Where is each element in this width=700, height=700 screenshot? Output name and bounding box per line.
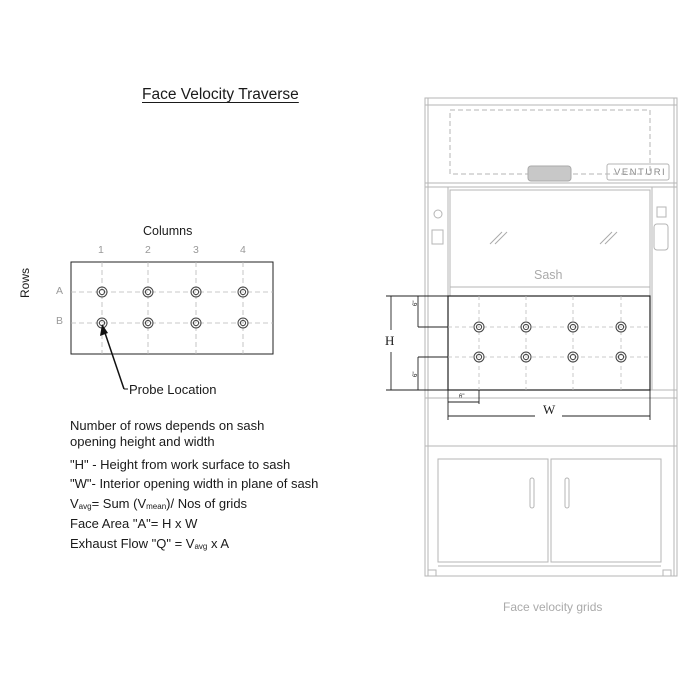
column-label-2: 2 [145,244,151,256]
h-dimension-label: H [385,333,395,348]
opening-frame [448,296,650,390]
dim-6-bottom: 6" [413,371,419,377]
h-dimension [386,296,448,390]
w-dimension-label: W [543,402,556,417]
glass-reflection-marks [490,232,617,244]
row-label-a: A [56,285,64,297]
grid-box [71,262,273,354]
h-definition: "H" - Height from work surface to sash [70,457,291,472]
vavg-prefix: V [70,496,79,511]
brand-label: VENTURI [614,167,667,178]
vavg-mid: = Sum (V [91,496,147,511]
probe-arrow-line [104,330,124,389]
vavg-suffix: )/ Nos of grids [166,496,248,511]
exhaust-suffix: x A [207,536,230,551]
opening-grid-lines [448,296,650,390]
right-switch-icon [657,207,666,217]
cabinet-door-left [438,459,548,562]
right-monitor-icon [654,224,668,250]
caption: Face velocity grids [503,600,603,614]
cabinet-door-right [551,459,661,562]
face-area-formula: Face Area "A"= H x W [70,516,198,531]
brand-plate [607,164,669,180]
left-outlet-icon [432,230,443,244]
probe-location-label: Probe Location [129,382,217,397]
column-label-1: 1 [98,244,104,256]
grid-lines [71,262,273,354]
note-line-1: Number of rows depends on sash [70,418,265,433]
w-definition: "W"- Interior opening width in plane of sash [70,476,319,491]
w-dimension [448,390,650,420]
hood-handle [528,166,571,181]
page-title: Face Velocity Traverse [142,86,299,103]
vavg-subscript: avg [78,502,92,511]
sash-panel [450,190,650,296]
columns-label: Columns [143,224,193,238]
fume-hood [425,98,677,576]
column-label-4: 4 [240,244,246,256]
left-knob-icon [434,210,442,218]
door-handle-right [565,478,569,508]
probe-points [97,287,248,328]
rows-label: Rows [18,267,32,298]
traverse-grid [71,262,273,389]
exhaust-prefix: Exhaust Flow "Q" = V [70,536,195,551]
door-handle-left [530,478,534,508]
column-label-3: 3 [193,244,199,256]
dim-6-side: 6" [459,394,465,400]
foot-left [428,570,436,576]
sash-label: Sash [534,268,563,282]
exhaust-subscript: avg [194,542,208,551]
vmean-subscript: mean [146,502,167,511]
sash-opening [386,296,650,420]
dim-6-top: 6" [413,300,419,306]
foot-right [663,570,671,576]
row-label-b: B [56,315,64,327]
note-line-2: opening height and width [70,434,215,449]
opening-probe-points [474,322,626,362]
